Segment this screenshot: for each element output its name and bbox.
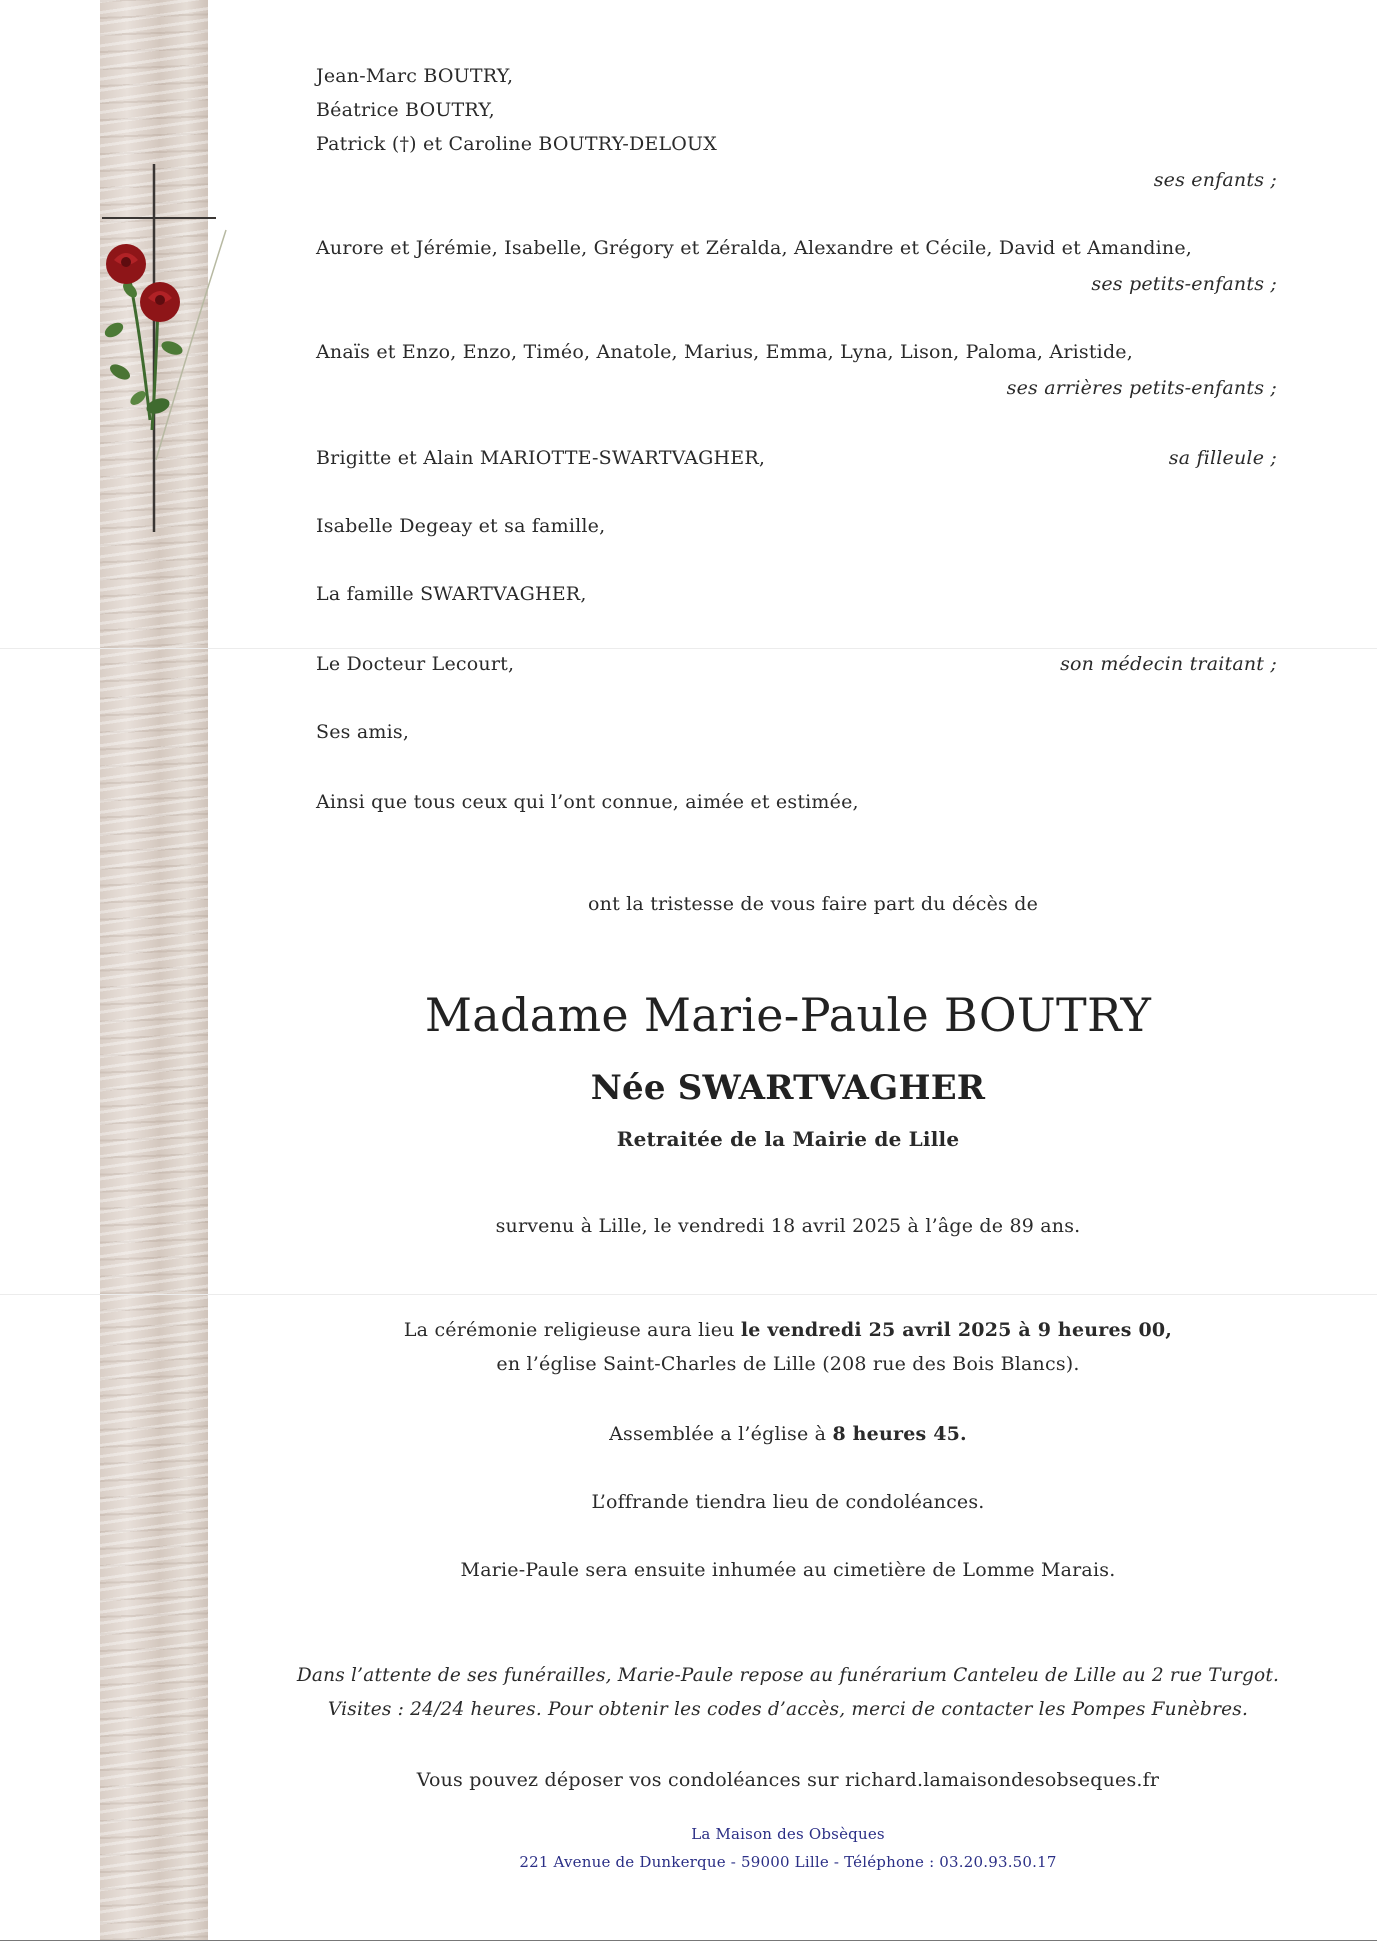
ceremony-intro: La cérémonie religieuse aura lieu: [403, 1319, 735, 1341]
ceremony-datetime: le vendredi 25 avril 2025 à 9 heures 00,: [740, 1319, 1173, 1341]
great-grandchildren-names: Anaïs et Enzo, Enzo, Timéo, Anatole, Marius, Emma, Lyna, Lison, Paloma, Aristide,: [316, 341, 1133, 363]
company-name: La Maison des Obsèques: [691, 1825, 885, 1843]
funerarium-info: Dans l’attente de ses funérailles, Marie-Paule repose au funérarium Canteleu de Lille au 2 rue Turgot.: [296, 1665, 1280, 1686]
child-name: Jean-Marc BOUTRY,: [316, 65, 514, 87]
all-others: Ainsi que tous ceux qui l’ont connue, aimée et estimée,: [316, 791, 859, 813]
fold-line: [0, 648, 1377, 649]
goddaughter-names: Brigitte et Alain MARIOTTE-SWARTVAGHER,: [316, 447, 766, 469]
assembly-line: [208, 1422, 1368, 1446]
swartvagher-family: La famille SWARTVAGHER,: [316, 583, 587, 605]
ceremony-line: [208, 1318, 1368, 1342]
offering: L’offrande tiendra lieu de condoléances.: [591, 1491, 985, 1513]
occupation: Retraitée de la Mairie de Lille: [616, 1127, 960, 1151]
announcement-intro: ont la tristesse de vous faire part du décès de: [588, 893, 1039, 915]
assembly-intro: Assemblée a l’église à: [609, 1423, 827, 1445]
grandchildren-role: ses petits-enfants ;: [1091, 273, 1277, 295]
child-name: Béatrice BOUTRY,: [316, 99, 495, 121]
visits-info: Visites : 24/24 heures. Pour obtenir les codes d’accès, merci de contacter les Pompes Funèbres.: [327, 1699, 1249, 1720]
deceased-name: Madame Marie-Paule BOUTRY: [424, 988, 1152, 1042]
ceremony-place: en l’église Saint-Charles de Lille (208 rue des Bois Blancs).: [496, 1353, 1080, 1375]
page-bottom-edge: [0, 1940, 1377, 1941]
friends: Ses amis,: [316, 721, 410, 743]
maiden-name: Née SWARTVAGHER: [590, 1068, 986, 1108]
doctor-role: son médecin traitant ;: [1060, 653, 1277, 675]
company-address: 221 Avenue de Dunkerque - 59000 Lille - Téléphone : 03.20.93.50.17: [519, 1853, 1057, 1871]
children-role: ses enfants ;: [1153, 169, 1277, 191]
death-info: survenu à Lille, le vendredi 18 avril 2025 à l’âge de 89 ans.: [495, 1215, 1081, 1237]
goddaughter-role: sa filleule ;: [1168, 447, 1277, 469]
child-name: Patrick (†) et Caroline BOUTRY-DELOUX: [316, 133, 718, 155]
degeay-family: Isabelle Degeay et sa famille,: [316, 515, 606, 537]
condolences-info: Vous pouvez déposer vos condoléances sur richard.lamaisondesobseques.fr: [416, 1769, 1160, 1791]
assembly-time: 8 heures 45.: [832, 1423, 967, 1445]
great-grandchildren-role: ses arrières petits-enfants ;: [1006, 377, 1277, 399]
grandchildren-names: Aurore et Jérémie, Isabelle, Grégory et Zéralda, Alexandre et Cécile, David et Amandine,: [316, 237, 1193, 259]
burial: Marie-Paule sera ensuite inhumée au cimetière de Lomme Marais.: [460, 1559, 1116, 1581]
doctor-name: Le Docteur Lecourt,: [316, 653, 515, 675]
cross-with-roses-icon: [96, 160, 236, 540]
fold-line: [0, 1294, 1377, 1295]
